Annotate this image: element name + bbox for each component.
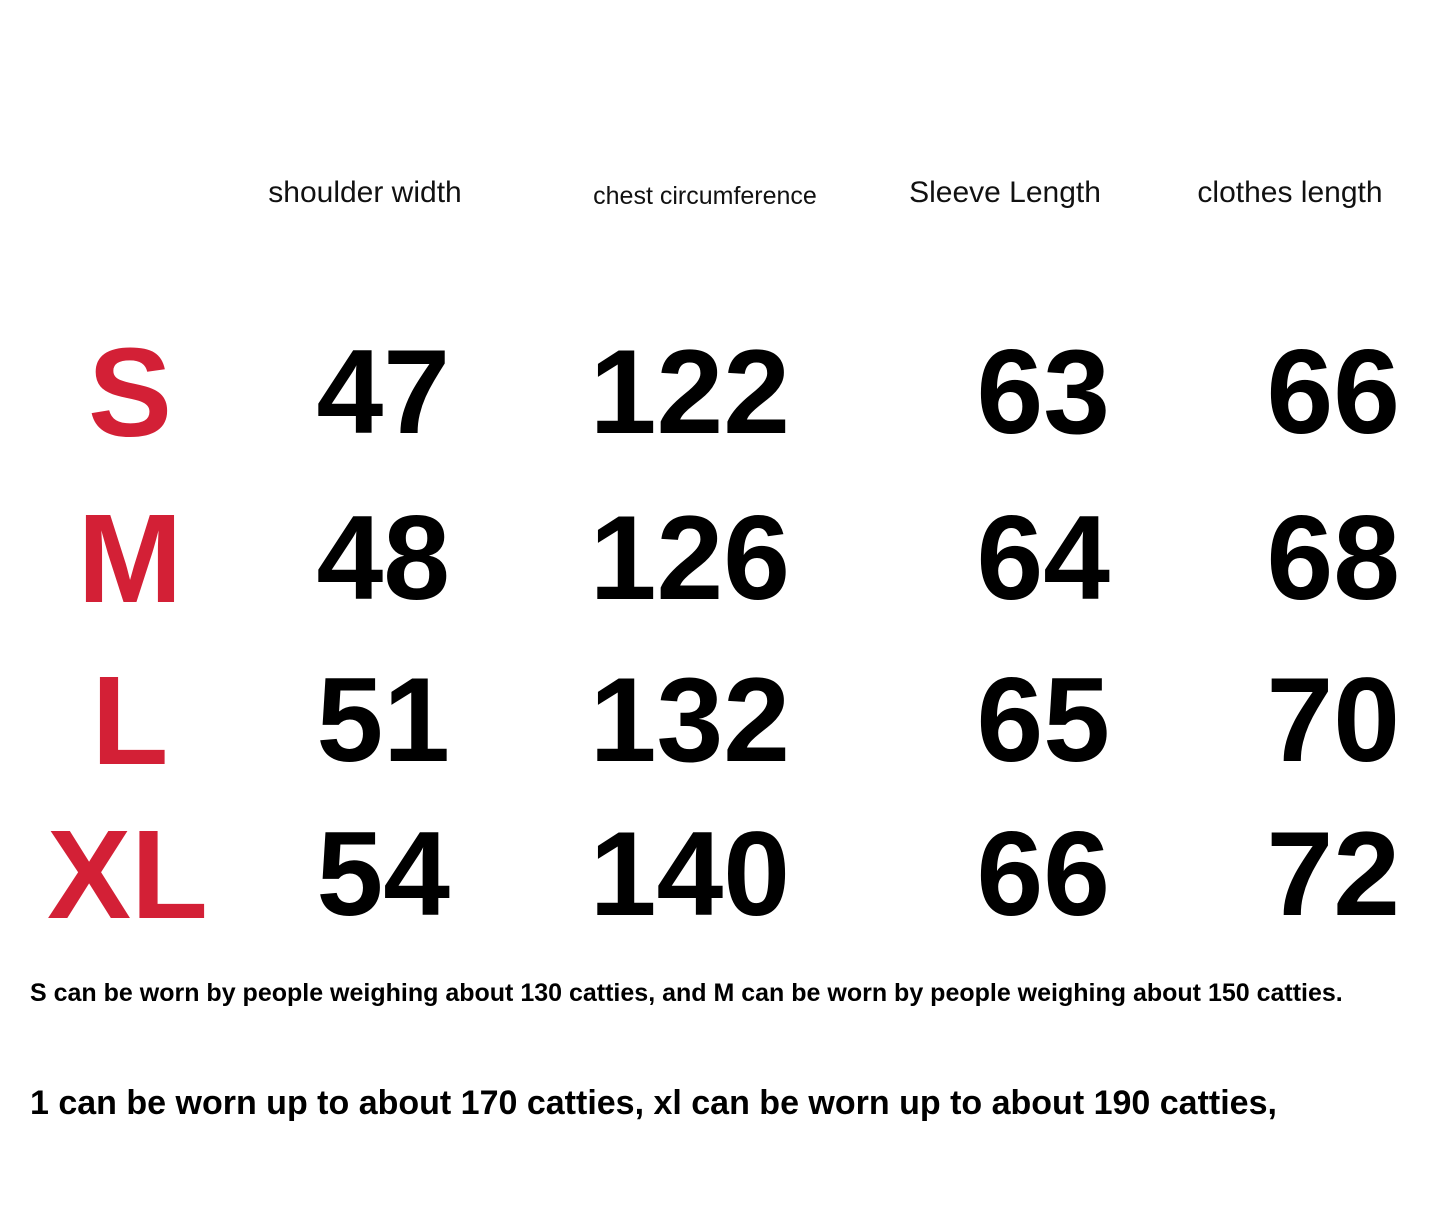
note-line-1: S can be worn by people weighing about 130 catties, and M can be worn by people weighing about 150 catties.: [30, 979, 1343, 1007]
cell-shoulder-width: 47: [316, 325, 450, 459]
table-row: [0, 638, 1445, 800]
cell-sleeve-length: 63: [976, 325, 1110, 459]
cell-sleeve-length: 66: [976, 807, 1110, 941]
cell-clothes-length: 72: [1266, 807, 1400, 941]
cell-shoulder-width: 54: [316, 807, 450, 941]
size-label: L: [91, 650, 169, 791]
table-row: [0, 300, 1445, 468]
cell-shoulder-width: 51: [316, 653, 450, 787]
size-label: S: [87, 322, 173, 463]
cell-shoulder-width: 48: [316, 491, 450, 625]
cell-clothes-length: 68: [1266, 491, 1400, 625]
cell-clothes-length: 70: [1266, 653, 1400, 787]
column-header-shoulder-width: shoulder width: [268, 176, 462, 209]
column-header-clothes-length: clothes length: [1197, 176, 1383, 209]
cell-sleeve-length: 64: [976, 491, 1110, 625]
table-row: [0, 468, 1445, 638]
cell-sleeve-length: 65: [976, 653, 1110, 787]
column-header-sleeve-length: Sleeve Length: [909, 176, 1101, 209]
column-header-chest-circumference: chest circumference: [593, 182, 817, 210]
cell-chest-circumference: 126: [589, 491, 790, 625]
cell-chest-circumference: 132: [589, 653, 790, 787]
cell-chest-circumference: 122: [589, 325, 790, 459]
table-body: [0, 300, 1445, 960]
table-header-row: [0, 168, 1445, 228]
table-row: [0, 800, 1445, 960]
cell-clothes-length: 66: [1266, 325, 1400, 459]
size-label: XL: [46, 804, 208, 945]
cell-chest-circumference: 140: [589, 807, 790, 941]
size-label: M: [77, 488, 183, 629]
note-line-2: 1 can be worn up to about 170 catties, xl can be worn up to about 190 catties,: [30, 1084, 1277, 1122]
